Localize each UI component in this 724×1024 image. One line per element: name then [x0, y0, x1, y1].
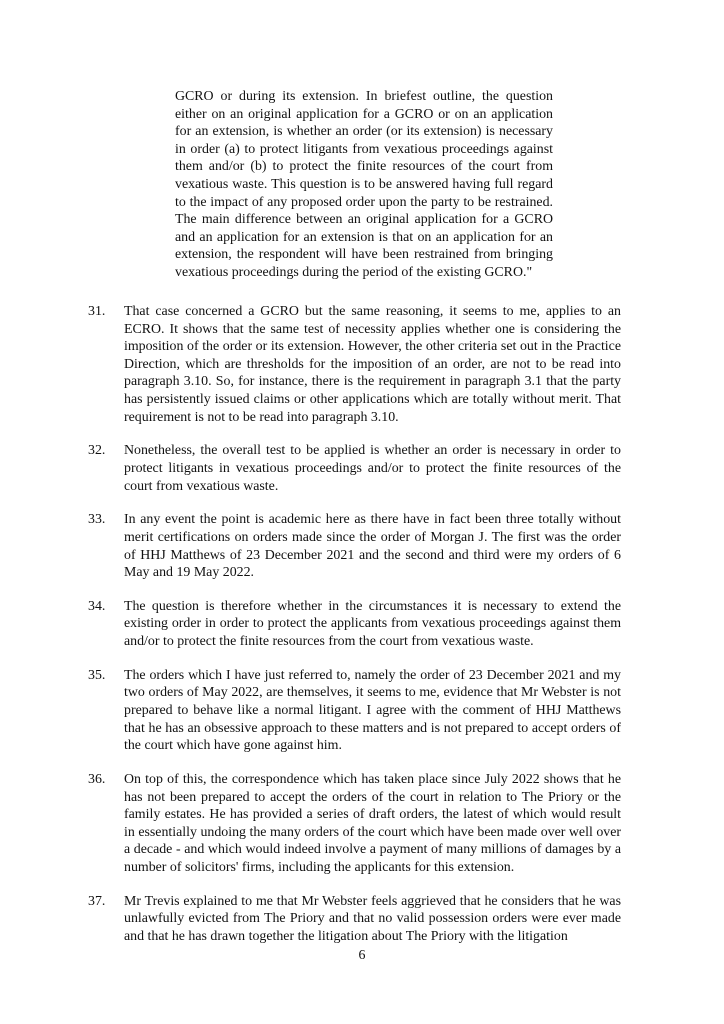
- paragraph-text: That case concerned a GCRO but the same reasoning, it seems to me, applies to an ECRO. It shows that the same test of necessity applies whether one is considering the imposition of the order or its extension. However, the other criteria set out in the Practice Direction, which are thresholds for the imposition of an order, are not to be read into paragraph 3.10. So, for instance, there is the requirement in paragraph 3.1 that the party has persistently issued claims or other applications which are totally without merit. That requirement is not to be read into paragraph 3.10.: [124, 304, 621, 425]
- paragraph-text: The orders which I have just referred to, namely the order of 23 December 2021 and my two orders of May 2022, are themselves, it seems to me, evidence that Mr Webster is not prepared to behave like a normal litigant. I agree with the comment of HHJ Matthews that he has an obsessive approach to these matters and is not prepared to accept orders of the court which have gone against him.: [124, 667, 621, 754]
- paragraph-number: 36.: [88, 772, 106, 787]
- paragraph-32: [88, 442, 621, 495]
- paragraph-text: Nonetheless, the overall test to be applied is whether an order is necessary in order to protect litigants in vexatious proceedings and/or to protect the finite resources of the court from vexatious waste.: [124, 443, 621, 494]
- quoted-passage: GCRO or during its extension. In briefest outline, the question either on an original application for a GCRO or on an application for an extension, is whether an order (or its extension) is necessary in order (a) to protect litigants from vexatious proceedings against them and/or (b) to protect the finite resources of the court from vexatious waste. This question is to be answered having full regard to the impact of any proposed order upon the party to be restrained. The main difference between an original application for a GCRO and an application for an extension is that on an application for an extension, the respondent will have been restrained from bringing vexatious proceedings during the period of the existing GCRO.": [175, 89, 553, 280]
- paragraph-34: [88, 598, 621, 651]
- numbered-paragraphs: [88, 303, 621, 962]
- paragraph-35: [88, 667, 621, 755]
- paragraph-37: [88, 893, 621, 946]
- paragraph-number: 37.: [88, 893, 106, 909]
- paragraph-33: [88, 511, 621, 581]
- paragraph-text: The question is therefore whether in the circumstances it is necessary to extend the existing order in order to protect the applicants from vexatious proceedings against them and/or to protect the finite resources from the court from vexatious waste.: [124, 598, 621, 650]
- paragraph-number: 31.: [88, 304, 106, 319]
- paragraph-text: On top of this, the correspondence which has taken place since July 2022 shows that he has not been prepared to accept the orders of the court in relation to The Priory or the family estates. He has provided a series of draft orders, the latest of which would result in essentially undoing the many orders of the court which have been made over well over a decade - and which would indeed involve a payment of many millions of damages by a number of solicitors' firms, including the applicants for this extension.: [124, 772, 621, 875]
- paragraph-number: 34.: [88, 598, 106, 614]
- page-number: 6: [358, 948, 366, 963]
- paragraph-number: 35.: [88, 667, 106, 683]
- paragraph-text: Mr Trevis explained to me that Mr Webster feels aggrieved that he considers that he was unlawfully evicted from The Priory and that no valid possession orders were ever made and that he has drawn together the litigation about The Priory with the litigation: [124, 893, 621, 944]
- paragraph-number: 33.: [88, 512, 106, 528]
- paragraph-36: [88, 771, 621, 877]
- paragraph-text: In any event the point is academic here as there have in fact been three totally without merit certifications on orders made since the order of Morgan J. The first was the order of HHJ Matthews of 23 December 2021 and the second and third were my orders of 6 May and 19 May 2022.: [124, 512, 621, 581]
- paragraph-31: [88, 303, 621, 426]
- paragraph-number: 32.: [88, 443, 106, 459]
